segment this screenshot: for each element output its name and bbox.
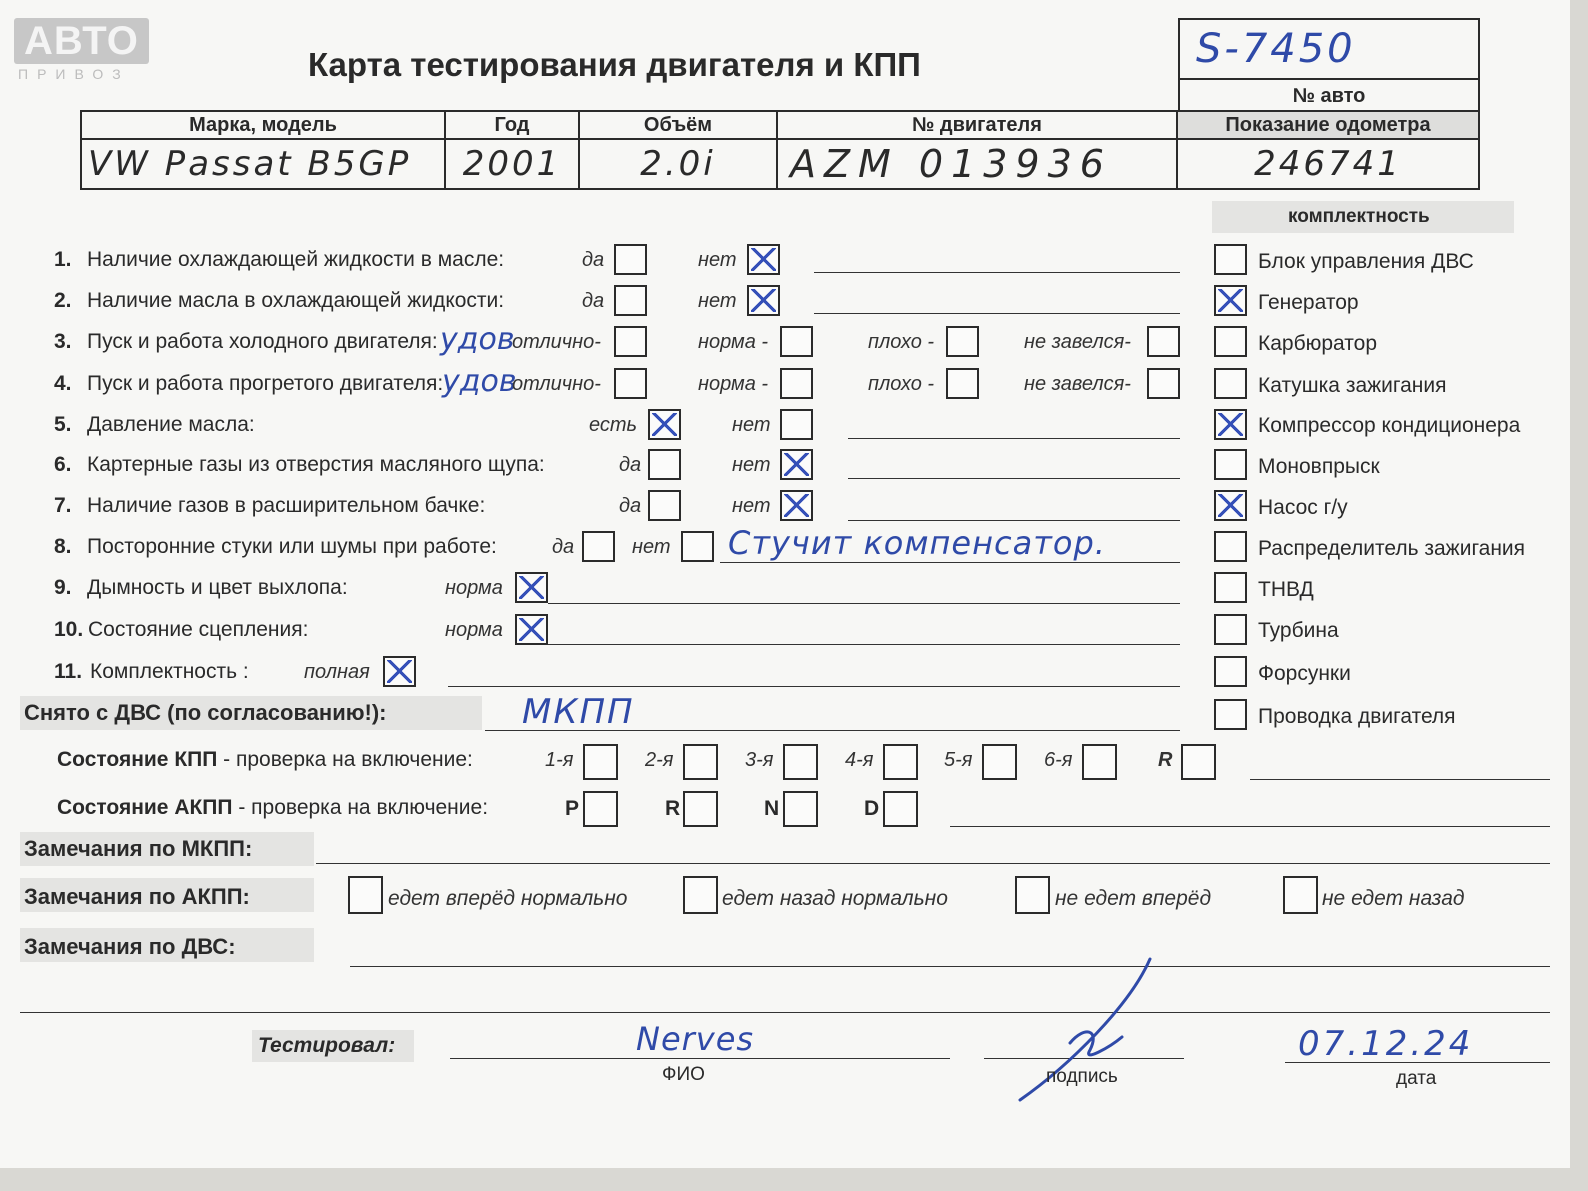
option-label: плохо -	[868, 331, 935, 353]
option-label: не завелся-	[1024, 331, 1131, 353]
completeness-item: Карбюратор	[1258, 332, 1378, 355]
logo	[14, 18, 149, 82]
completeness-title: комплектность	[1288, 206, 1430, 227]
option-label: да	[619, 495, 642, 517]
completeness-item: ТНВД	[1258, 578, 1314, 601]
answer-line	[814, 272, 1180, 273]
date-value: 07.12.24	[1298, 1024, 1474, 1064]
gear-label: 4-я	[845, 749, 874, 771]
tested-label: Тестировал:	[258, 1034, 396, 1057]
option-label: полная	[304, 661, 370, 683]
completeness-item: Распределитель зажигания	[1258, 537, 1526, 560]
completeness-item: Блок управления ДВС	[1258, 250, 1474, 273]
checkbox[interactable]	[780, 409, 813, 440]
completeness-checkbox[interactable]	[1214, 326, 1247, 357]
checkbox[interactable]	[946, 368, 979, 399]
mode-label: D	[864, 797, 880, 820]
answer-line	[316, 863, 1550, 864]
fio-label: ФИО	[662, 1064, 705, 1085]
question-text: Наличие газов в расширительном бачке:	[87, 494, 486, 517]
completeness-item: Генератор	[1258, 291, 1359, 314]
kpp-label-bold: Состояние КПП	[57, 748, 218, 771]
gear-checkbox[interactable]	[883, 744, 918, 780]
checkbox[interactable]	[780, 326, 813, 357]
checkbox[interactable]	[614, 285, 647, 316]
table-header-row	[81, 111, 1479, 139]
handwritten-note: удов	[440, 322, 515, 357]
option-label: норма	[445, 577, 503, 599]
gear-label: 6-я	[1044, 749, 1073, 771]
question-text: Картерные газы из отверстия масляного щупа:	[87, 453, 545, 476]
checkbox[interactable]	[648, 449, 681, 480]
mode-label: N	[764, 797, 780, 820]
column-header-volume: Объём	[579, 111, 777, 139]
remarks-dvs-label: Замечания по ДВС:	[24, 934, 236, 959]
kpp-label	[57, 748, 473, 772]
column-header-odometer: Показание одометра	[1177, 111, 1479, 139]
option-label: да	[552, 536, 575, 558]
mode-checkbox[interactable]	[683, 791, 718, 827]
akpp-option-checkbox[interactable]	[1283, 876, 1318, 914]
akpp-option-label: не едет вперёд	[1055, 887, 1212, 910]
question-text: Комплектность :	[90, 660, 249, 683]
checkbox[interactable]	[1147, 368, 1180, 399]
gear-label: 3-я	[745, 749, 774, 771]
answer-line	[448, 686, 1180, 687]
answer-line	[814, 313, 1180, 314]
checkbox[interactable]	[780, 368, 813, 399]
question-number: 4.	[54, 372, 72, 395]
answer-line	[485, 730, 1180, 731]
question-text: Давление масла:	[87, 413, 255, 436]
gear-checkbox[interactable]	[683, 744, 718, 780]
mode-label: R	[665, 797, 681, 820]
answer-line	[720, 562, 1180, 563]
question-number: 10.	[54, 618, 84, 641]
car-number-box	[1178, 18, 1480, 80]
question-text: Пуск и работа прогретого двигателя:	[87, 372, 444, 395]
vehicle-info-table	[80, 110, 1480, 190]
gear-label: R	[1158, 749, 1173, 771]
checkbox-checked[interactable]	[383, 656, 416, 687]
option-label: нет	[732, 454, 771, 476]
model-value: VW Passat B5GP	[81, 139, 445, 189]
answer-line	[350, 966, 1550, 967]
completeness-checkbox-checked[interactable]	[1214, 285, 1247, 316]
option-label: норма -	[698, 373, 769, 395]
mode-checkbox[interactable]	[583, 791, 618, 827]
akpp-option-label: не едет назад	[1322, 887, 1465, 910]
option-label: да	[582, 290, 605, 312]
answer-line	[1250, 779, 1550, 780]
completeness-item: Турбина	[1258, 619, 1339, 642]
completeness-item: Форсунки	[1258, 662, 1351, 685]
gear-checkbox[interactable]	[783, 744, 818, 780]
checkbox[interactable]	[614, 368, 647, 399]
option-label: отлично-	[512, 331, 601, 353]
completeness-checkbox[interactable]	[1214, 368, 1247, 399]
question-text: Посторонние стуки или шумы при работе:	[87, 535, 497, 558]
mode-checkbox[interactable]	[783, 791, 818, 827]
gear-checkbox[interactable]	[1181, 744, 1216, 780]
option-label: да	[619, 454, 642, 476]
option-label: есть	[589, 414, 638, 436]
question-text: Пуск и работа холодного двигателя:	[87, 330, 438, 353]
removed-label: Снято с ДВС (по согласованию!):	[24, 700, 387, 725]
answer-line	[848, 478, 1180, 479]
answer-line	[548, 603, 1180, 604]
answer-line	[20, 1012, 1550, 1013]
option-label: нет	[732, 495, 771, 517]
question-text: Наличие масла в охлаждающей жидкости:	[87, 289, 505, 312]
completeness-item: Проводка двигателя	[1258, 705, 1456, 728]
question-number: 7.	[54, 494, 72, 517]
akpp-label-bold: Состояние АКПП	[57, 796, 233, 819]
question-text: Наличие охлаждающей жидкости в масле:	[87, 248, 505, 271]
question-text: Состояние сцепления:	[88, 618, 309, 641]
option-label: плохо -	[868, 373, 935, 395]
completeness-checkbox[interactable]	[1214, 531, 1247, 562]
checkbox[interactable]	[614, 244, 647, 275]
completeness-checkbox[interactable]	[1214, 656, 1247, 687]
option-label: да	[582, 249, 605, 271]
completeness-item: Моновпрыск	[1258, 455, 1380, 478]
option-label: нет	[698, 249, 737, 271]
question-number: 6.	[54, 453, 72, 476]
checkbox[interactable]	[614, 326, 647, 357]
checkbox[interactable]	[681, 531, 714, 562]
fio-line	[450, 1058, 950, 1059]
option-label: нет	[698, 290, 737, 312]
checkbox-checked[interactable]	[515, 572, 548, 603]
answer-line	[848, 520, 1180, 521]
volume-value: 2.0i	[579, 139, 777, 189]
completeness-checkbox[interactable]	[1214, 572, 1247, 603]
answer-line	[848, 438, 1180, 439]
answer-line	[548, 644, 1180, 645]
completeness-checkbox[interactable]	[1214, 449, 1247, 480]
date-line	[1285, 1062, 1550, 1063]
completeness-checkbox[interactable]	[1214, 699, 1247, 730]
option-label: не завелся-	[1024, 373, 1131, 395]
year-value: 2001	[445, 139, 579, 189]
kpp-label-rest: - проверка на включение:	[217, 748, 473, 771]
car-number-label: № авто	[1178, 78, 1480, 112]
checkbox-checked[interactable]	[780, 449, 813, 480]
akpp-option-label: едет вперёд нормально	[388, 887, 628, 910]
question-number: 11.	[54, 660, 83, 683]
option-label: нет	[632, 536, 671, 558]
remarks-akpp-label: Замечания по АКПП:	[24, 884, 250, 909]
logo-subtitle: ПРИВОЗ	[18, 66, 130, 82]
akpp-option-checkbox[interactable]	[683, 876, 718, 914]
removed-value: МКПП	[522, 692, 635, 732]
option-label: нет	[732, 414, 771, 436]
completeness-checkbox-checked[interactable]	[1214, 490, 1247, 521]
gear-checkbox[interactable]	[1082, 744, 1117, 780]
question-number: 9.	[54, 576, 72, 599]
gear-checkbox[interactable]	[982, 744, 1017, 780]
checkbox[interactable]	[648, 490, 681, 521]
mode-label: P	[565, 797, 580, 820]
option-label: отлично-	[512, 373, 601, 395]
gear-label: 1-я	[545, 749, 574, 771]
question-number: 3.	[54, 330, 72, 353]
column-header-model: Марка, модель	[81, 111, 445, 139]
remarks-mkpp-label: Замечания по МКПП:	[24, 836, 253, 861]
checkbox[interactable]	[1147, 326, 1180, 357]
gear-label: 2-я	[645, 749, 674, 771]
page-title: Карта тестирования двигателя и КПП	[308, 46, 921, 83]
akpp-option-label: едет назад нормально	[722, 887, 948, 910]
checkbox-checked[interactable]	[515, 614, 548, 645]
gear-label: 5-я	[944, 749, 973, 771]
akpp-label	[57, 796, 488, 820]
column-header-year: Год	[445, 111, 579, 139]
question-text: Дымность и цвет выхлопа:	[87, 576, 348, 599]
completeness-item: Катушка зажигания	[1258, 374, 1447, 397]
signature-label: подпись	[1046, 1066, 1118, 1087]
akpp-label-rest: - проверка на включение:	[232, 796, 489, 819]
question-number: 2.	[54, 289, 72, 312]
checkbox[interactable]	[582, 531, 615, 562]
checkbox-checked[interactable]	[747, 285, 780, 316]
checkbox-checked[interactable]	[780, 490, 813, 521]
completeness-item: Компрессор кондиционера	[1258, 414, 1521, 437]
akpp-option-checkbox[interactable]	[1015, 876, 1050, 914]
column-header-engine-number: № двигателя	[777, 111, 1177, 139]
gear-checkbox[interactable]	[583, 744, 618, 780]
handwritten-note: Стучит компенсатор.	[728, 524, 1106, 562]
completeness-checkbox-checked[interactable]	[1214, 409, 1247, 440]
question-number: 1.	[54, 248, 72, 271]
checkbox[interactable]	[946, 326, 979, 357]
checkbox-checked[interactable]	[648, 409, 681, 440]
completeness-checkbox[interactable]	[1214, 614, 1247, 645]
option-label: норма -	[698, 331, 769, 353]
completeness-checkbox[interactable]	[1214, 244, 1247, 275]
checkbox-checked[interactable]	[747, 244, 780, 275]
logo-text: АВТО	[14, 18, 149, 64]
tester-name: Nerves	[636, 1020, 755, 1058]
answer-line	[950, 826, 1550, 827]
table-row	[81, 139, 1479, 189]
option-label: норма	[445, 619, 503, 641]
odometer-value: 246741	[1177, 139, 1479, 189]
mode-checkbox[interactable]	[883, 791, 918, 827]
car-number-value: S-7450	[1196, 26, 1356, 72]
akpp-option-checkbox[interactable]	[348, 876, 383, 914]
completeness-item: Насос г/у	[1258, 496, 1348, 519]
date-label: дата	[1396, 1068, 1437, 1089]
question-number: 8.	[54, 535, 72, 558]
question-number: 5.	[54, 413, 72, 436]
handwritten-note: удов	[442, 364, 517, 399]
engine-number-value: AZM 013936	[777, 139, 1177, 189]
